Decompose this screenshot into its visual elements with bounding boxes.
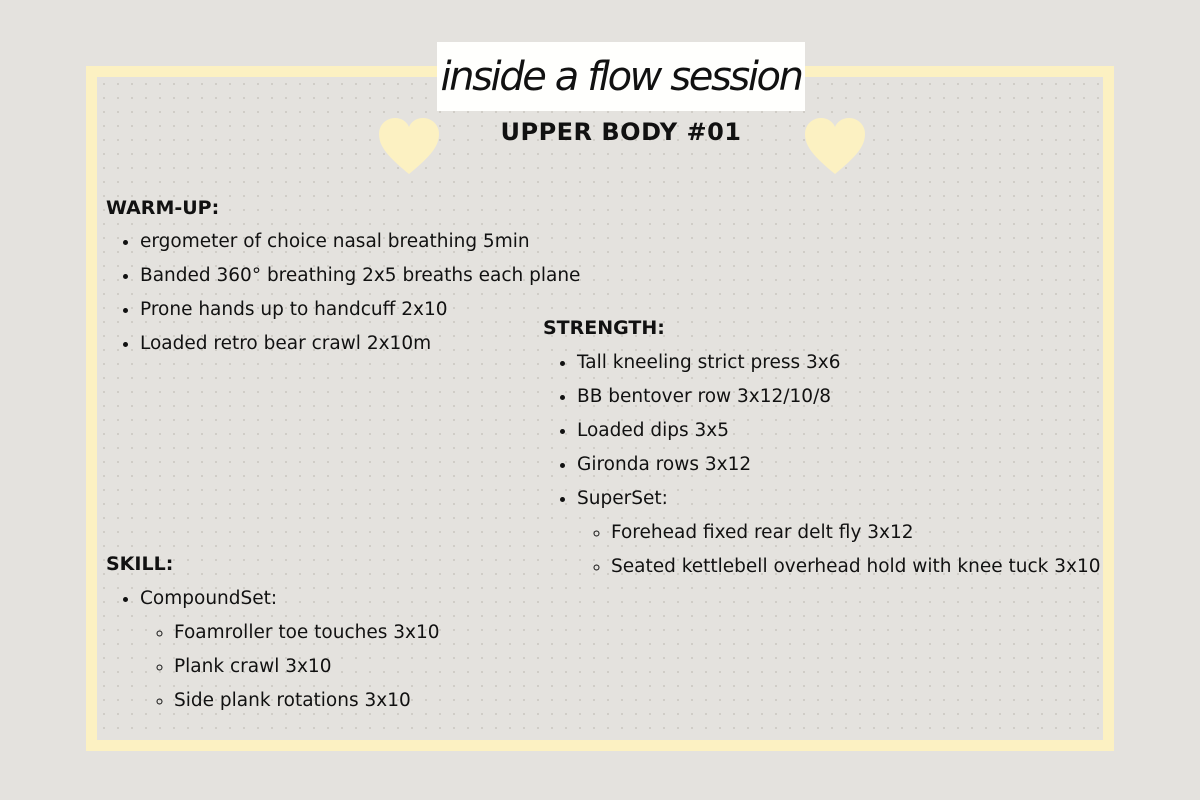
sub-list-item: ◦ Side plank rotations 3x10 <box>174 684 440 718</box>
skill-list <box>106 582 440 718</box>
superset-list <box>577 516 1101 584</box>
sub-list-item: ◦ Forehead fixed rear delt fly 3x12 <box>611 516 1101 550</box>
strength-list <box>543 346 1101 584</box>
sub-list-item: ◦ Plank crawl 3x10 <box>174 650 440 684</box>
heart-icon <box>803 116 867 176</box>
compoundset-list <box>140 616 440 718</box>
strength-heading: STRENGTH: <box>543 317 665 339</box>
page-title: inside a flow session <box>440 53 802 100</box>
warmup-heading: WARM-UP: <box>106 197 220 219</box>
skill-heading: SKILL: <box>106 553 174 575</box>
list-item: • Banded 360° breathing 2x5 breaths each plane <box>140 259 580 293</box>
sub-list-item: ◦ Seated kettlebell overhead hold with knee tuck 3x10 <box>611 550 1101 584</box>
heart-icon <box>377 116 441 176</box>
list-item-compoundset <box>140 582 440 718</box>
workout-subtitle: UPPER BODY #01 <box>500 118 742 146</box>
sub-list-item: ◦ Foamroller toe touches 3x10 <box>174 616 440 650</box>
list-item: • Loaded retro bear crawl 2x10m <box>140 327 580 361</box>
list-item: • Prone hands up to handcuff 2x10 <box>140 293 580 327</box>
superset-label: SuperSet: <box>577 488 668 509</box>
list-item: • Gironda rows 3x12 <box>577 448 1101 482</box>
list-item: • Loaded dips 3x5 <box>577 414 1101 448</box>
compoundset-label: CompoundSet: <box>140 588 278 609</box>
list-item: • Tall kneeling strict press 3x6 <box>577 346 1101 380</box>
warmup-list <box>106 225 580 361</box>
list-item-superset <box>577 482 1101 584</box>
list-item: • ergometer of choice nasal breathing 5min <box>140 225 580 259</box>
title-box <box>437 42 805 111</box>
list-item: • BB bentover row 3x12/10/8 <box>577 380 1101 414</box>
